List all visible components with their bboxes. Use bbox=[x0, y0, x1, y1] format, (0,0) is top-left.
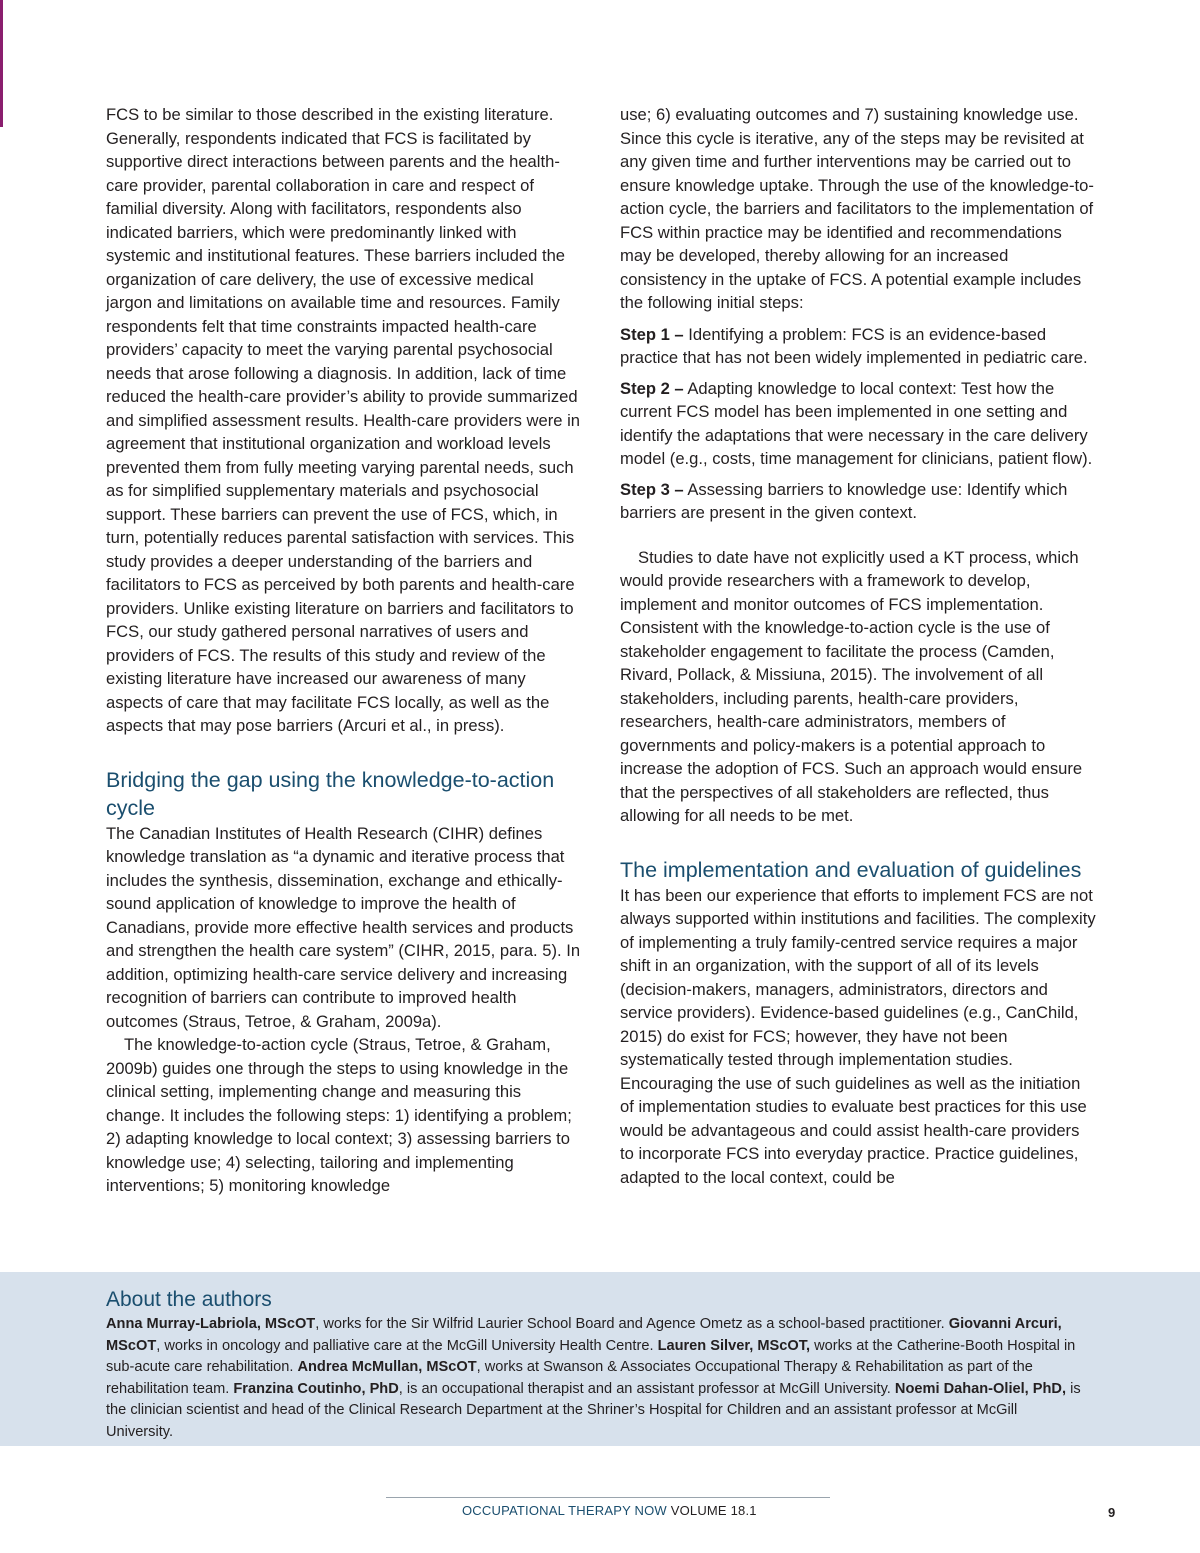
right-column bbox=[620, 103, 1096, 1189]
page-number: 9 bbox=[1108, 1505, 1116, 1520]
body-paragraph: FCS to be similar to those described in the existing literature. Generally, respondents indicated that FCS is facilitated by supportive direct interactions between parents and the health-care provider, parental collaboration in care and respect of familial diversity. Along with facilitators, respondents also indicated barriers, which were predominantly linked with systemic and institutional features. These barriers included the organization of care delivery, the use of excessive medical jargon and limitations on available time and resources. Family respondents felt that time constraints impacted health-care providers’ capacity to meet the varying parental psychosocial needs that arose following a diagnosis. In addition, lack of time reduced the health-care provider’s ability to provide summarized and simplified assessment results. Health-care providers were in agreement that institutional organization and workload levels prevented them from fully meeting varying parental needs, such as for simplified supplementary materials and psychosocial support. These barriers can prevent the use of FCS, which, in turn, potentially reduces parental satisfaction with services. This study provides a deeper understanding of the barriers and facilitators to FCS as perceived by both parents and health-care providers. Unlike existing literature on barriers and facilitators to FCS, our study gathered personal narratives of users and providers of FCS. The results of this study and review of the existing literature have increased our awareness of many aspects of care that may facilitate FCS locally, as well as the aspects that may pose barriers (Arcuri et al., in press). bbox=[106, 105, 581, 735]
author-name: Anna Murray-Labriola, MScOT bbox=[106, 1316, 316, 1332]
author-name: Lauren Silver, MScOT, bbox=[657, 1337, 811, 1354]
author-name: Andrea McMullan, MScOT bbox=[297, 1359, 477, 1375]
edge-accent-bar bbox=[0, 0, 3, 127]
section-heading-guidelines: The implementation and evaluation of guidelines bbox=[620, 857, 1082, 882]
body-paragraph: The knowledge-to-action cycle (Straus, Tetroe, & Graham, 2009b) guides one through the steps to using knowledge in the clinical setting, implementing change and measuring this change. It includes the following steps: 1) identifying a problem; 2) adapting knowledge to local context; 3) assessing barriers to knowledge use; 4) selecting, tailoring and implementing interventions; 5) monitoring knowledge bbox=[106, 1035, 572, 1195]
author-bios: Anna Murray-Labriola, MScOT, works for the Sir Wilfrid Laurier School Board and Agence Ometz as a school-based practitioner. Giovanni Arcuri, MScOT, works in oncology and palliative care at the McGill University Health Centre. Lauren Silver, MScOT, works at the Catherine-Booth Hospital in sub-acute care rehabilitation. Andrea McMullan, MScOT, works at Swanson & Associates Occupational Therapy & Rehabilitation as part of the rehabilitation team. Franzina Coutinho, PhD, is an occupational therapist and an assistant professor at McGill University. Noemi Dahan-Oliel, PhD, is the clinician scientist and head of the Clinical Research Department at the Shriner’s Hospital for Children and an assistant professor at McGill University. bbox=[106, 1316, 1081, 1440]
about-the-authors-box bbox=[0, 1272, 1200, 1446]
left-column bbox=[106, 103, 584, 1198]
footer-journal-title: OCCUPATIONAL THERAPY NOW VOLUME 18.1 bbox=[462, 1503, 757, 1518]
body-paragraph: Studies to date have not explicitly used a KT process, which would provide researchers with a framework to develop, implement and monitor outcomes of FCS implementation. Consistent with the knowledge-to-action cycle is the use of stakeholder engagement to facilitate the process (Camden, Rivard, Pollack, & Missiuna, 2015). The involvement of all stakeholders, including parents, health-care providers, researchers, health-care administrators, members of governments and policy-makers is a potential approach to increase the adoption of FCS. Such an approach would ensure that the perspectives of all stakeholders are reflected, thus allowing for all needs to be met. bbox=[620, 547, 1083, 825]
author-name: Franzina Coutinho, PhD bbox=[233, 1380, 399, 1397]
body-paragraph: The Canadian Institutes of Health Research (CIHR) defines knowledge translation as “a dynamic and iterative process that includes the synthesis, dissemination, exchange and ethically-sound application of knowledge to improve the health of Canadians, provide more effective health services and products and strengthen the health care system” (CIHR, 2015, para. 5). In addition, optimizing health-care service delivery and increasing recognition of barriers can contribute to improved health outcomes (Straus, Tetroe, & Graham, 2009a). bbox=[106, 823, 581, 1031]
about-heading: About the authors bbox=[106, 1288, 272, 1311]
step-item: Step 2 – Adapting knowledge to local context: Test how the current FCS model has been implemented in one setting and identify the adaptations that were necessary in the care delivery model (e.g., costs, time management for clinicians, patient flow). bbox=[620, 378, 1093, 468]
step-item: Step 3 – Assessing barriers to knowledge use: Identify which barriers are present in the given context. bbox=[620, 479, 1068, 522]
body-paragraph: It has been our experience that efforts to implement FCS are not always supported within institutions and facilities. The complexity of implementing a truly family-centred service requires a major shift in an organization, with the support of all of its levels (decision-makers, managers, administrators, directors and service providers). Evidence-based guidelines (e.g., CanChild, 2015) do exist for FCS; however, they have not been systematically tested through implementation studies. Encouraging the use of such guidelines as well as the initiation of implementation studies to evaluate best practices for this use would be advantageous and could assist health-care providers to incorporate FCS into everyday practice. Practice guidelines, adapted to the local context, could be bbox=[620, 885, 1096, 1187]
step-item: Step 1 – Identifying a problem: FCS is an evidence-based practice that has not been widely implemented in pediatric care. bbox=[620, 324, 1088, 367]
footer-volume: VOLUME 18.1 bbox=[670, 1503, 757, 1518]
body-paragraph: use; 6) evaluating outcomes and 7) sustaining knowledge use. Since this cycle is iterative, any of the steps may be revisited at any given time and further interventions may be carried out to ensure knowledge uptake. Through the use of the knowledge-to-action cycle, the barriers and facilitators to the implementation of FCS within practice may be identified and recommendations may be developed, thereby allowing for an increased consistency in the uptake of FCS. A potential example includes the following initial steps: bbox=[620, 105, 1094, 312]
author-name: Noemi Dahan-Oliel, PhD, bbox=[894, 1380, 1067, 1397]
author-name: Giovanni Arcuri, MScOT bbox=[106, 1316, 1062, 1354]
footer-divider bbox=[386, 1497, 830, 1498]
section-heading-knowledge-to-action: Bridging the gap using the knowledge-to-action cycle bbox=[106, 767, 555, 820]
